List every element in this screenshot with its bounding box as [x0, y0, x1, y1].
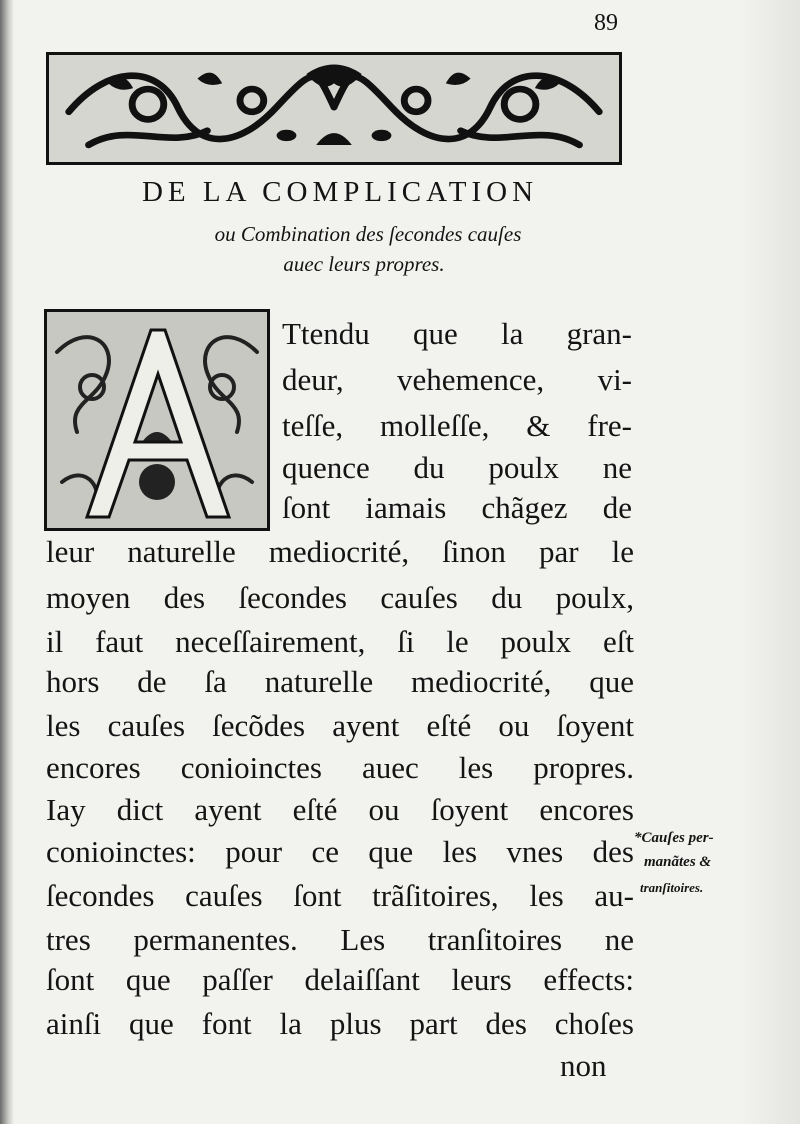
chapter-subtitle-line2: auec leurs propres.	[283, 252, 445, 276]
body-line-5: ſont iamais chãgez de	[282, 490, 632, 525]
chapter-title: DE LA COMPLICATION	[141, 176, 539, 208]
catchword: non	[560, 1048, 607, 1083]
body-line-4: quence du poulx ne	[282, 450, 632, 485]
body-line-2: deur, vehemence, vi-	[282, 362, 632, 397]
body-line-7: moyen des ſecondes cauſes du poulx,	[46, 580, 634, 615]
body-line-16: ſont que paſſer delaiſſant leurs effects:	[46, 962, 634, 997]
body-line-12: Iay dict ayent eſté ou ſoyent encores	[46, 792, 634, 827]
body-line-3: teſſe, molleſſe, & fre-	[282, 408, 632, 443]
body-line-13: conioinctes: pour ce que les vnes des	[46, 834, 634, 869]
body-line-17: ainſi que font la plus part des choſes	[46, 1006, 634, 1041]
body-line-10: les cauſes ſecõdes ayent eſté ou ſoyent	[46, 708, 634, 743]
body-line-11: encores conioinctes auec les propres.	[46, 750, 634, 785]
margin-note-line2: manãtes &	[644, 854, 712, 870]
ornamental-headpiece	[46, 52, 622, 165]
page-number: 89	[594, 10, 618, 36]
body-line-6: leur naturelle mediocrité, ſinon par le	[46, 534, 634, 569]
body-line-1: Ttendu que la gran-	[282, 316, 632, 351]
chapter-subtitle-line1: ou Combination des ſecondes cauſes	[214, 222, 522, 246]
page-edge	[740, 0, 800, 1124]
body-line-14: ſecondes cauſes ſont trãſitoires, les au-	[46, 878, 634, 913]
margin-note-line1: *Cauſes per-	[634, 830, 714, 846]
body-line-9: hors de ſa naturelle mediocrité, que	[46, 664, 634, 699]
decorated-initial	[44, 309, 270, 531]
dropcap-letter: A	[156, 522, 158, 523]
body-line-15: tres permanentes. Les tranſitoires ne	[46, 922, 634, 957]
margin-note-line3: tranſitoires.	[640, 880, 704, 895]
page-gutter-shadow	[0, 0, 14, 1124]
body-line-8: il faut neceſſairement, ſi le poulx eſt	[46, 624, 634, 659]
